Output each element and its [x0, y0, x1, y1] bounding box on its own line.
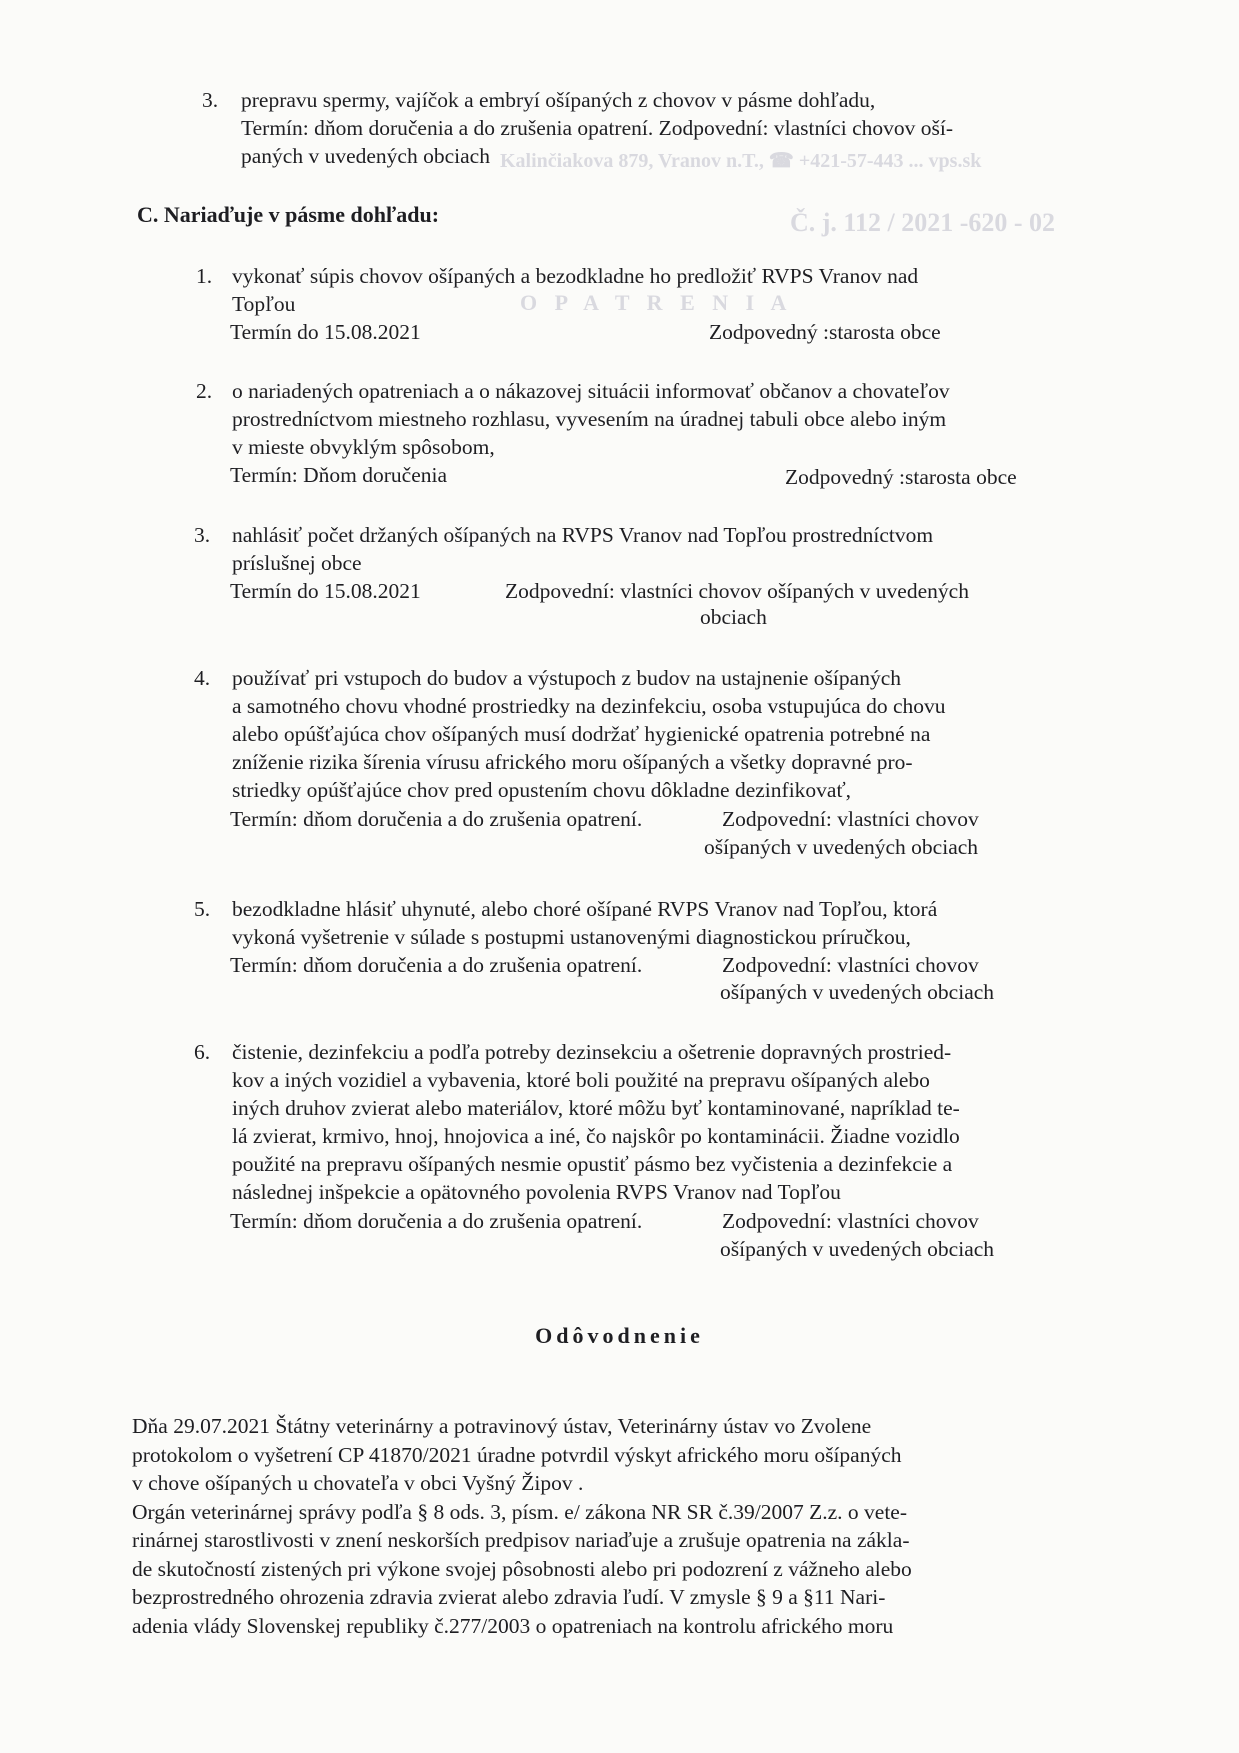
- list-item-text: o nariadených opatreniach a o nákazovej situácii informovať občanov a chovateľov prostredníctvom miestneho rozhlasu, vyvesením na úradnej tabuli obce alebo iným v mieste obvyklým spôsobom,: [232, 379, 950, 459]
- responsible-text: Zodpovední: vlastníci chovov: [722, 953, 979, 977]
- responsible-text: Zodpovední: vlastníci chovov: [722, 807, 979, 831]
- responsible-text: Zodpovední: vlastníci chovov: [722, 1209, 979, 1233]
- term-text: Termín do 15.08.2021: [230, 320, 421, 344]
- bleed-through-reference: Č. j. 112 / 2021 -620 - 02: [790, 208, 1056, 237]
- term-text: Termín: dňom doručenia a do zrušenia opatrení.: [230, 953, 643, 977]
- term-text: Termín: Dňom doručenia: [230, 463, 448, 487]
- term-text: Termín do 15.08.2021: [230, 579, 421, 603]
- responsible-text: ošípaných v uvedených obciach: [704, 835, 979, 859]
- list-item-text: čistenie, dezinfekciu a podľa potreby dezinsekciu a ošetrenie dopravných prostried- kov a iných vozidiel a vybavenia, ktoré boli použité na prepravu ošípaných alebo iných druhov zvierat alebo materiálov, ktoré môžu byť kontaminované, napríklad te- lá zvierat, krmivo, hnoj, hnojovica a iné, čo najskôr po kontaminácii. Žiadne vozidlo použité na prepravu ošípaných nesmie opustiť pásmo bez vyčistenia a dezinfekcie a následnej inšpekcie a opätovného povolenia RVPS Vranov nad Topľou: [232, 1040, 960, 1204]
- list-item-number: 2.: [196, 379, 213, 403]
- term-text: Termín: dňom doručenia a do zrušenia opatrení.: [230, 807, 643, 831]
- responsible-text: Zodpovední: vlastníci chovov ošípaných v uvedených: [505, 579, 969, 603]
- list-item-number: 5.: [194, 897, 211, 921]
- list-item-text: používať pri vstupoch do budov a výstupoch z budov na ustajnenie ošípaných a samotného chovu vhodné prostriedky na dezinfekciu, osoba vstupujúca do chovu alebo opúšťajúca chov ošípaných musí dodržať hygienické opatrenia potrebné na zníženie rizika šírenia vírusu afrického moru ošípaných a všetky dopravné pro- striedky opúšťajúce chov pred opustením chovu dôkladne dezinfikovať,: [232, 666, 946, 802]
- responsible-text: ošípaných v uvedených obciach: [720, 1237, 995, 1261]
- list-item-number: 3.: [202, 88, 219, 112]
- responsible-text: ošípaných v uvedených obciach: [720, 980, 995, 1004]
- term-text: Termín: dňom doručenia a do zrušenia opatrení.: [230, 1209, 643, 1233]
- responsible-text: Zodpovedný :starosta obce: [709, 320, 941, 344]
- list-item-text: vykonať súpis chovov ošípaných a bezodkladne ho predložiť RVPS Vranov nad Topľou: [232, 264, 919, 316]
- list-item-number: 1.: [196, 264, 213, 288]
- list-item-text: nahlásiť počet držaných ošípaných na RVPS Vranov nad Topľou prostredníctvom príslušnej obce: [232, 523, 934, 575]
- responsible-text: obciach: [700, 605, 767, 629]
- responsible-text: Zodpovedný :starosta obce: [785, 465, 1017, 489]
- bleed-through-title: O P A T R E N I A: [520, 290, 793, 315]
- list-item-number: 6.: [194, 1040, 211, 1064]
- list-item-number: 3.: [194, 523, 211, 547]
- bleed-through-address: Kalinčiakova 879, Vranov n.T., ☎ +421-57-443 ... vps.sk: [500, 150, 982, 172]
- list-item-number: 4.: [194, 666, 211, 690]
- section-heading: C. Nariaďuje v pásme dohľadu:: [137, 202, 440, 227]
- list-item-text: prepravu spermy, vajíčok a embryí ošípaných z chovov v pásme dohľadu, Termín: dňom doručenia a do zrušenia opatrení. Zodpovední: vlastníci chovov oší- paných v uvedených obciach: [241, 88, 953, 168]
- justification-text: Dňa 29.07.2021 Štátny veterinárny a potravinový ústav, Veterinárny ústav vo Zvolene protokolom o vyšetrení CP 41870/2021 úradne potvrdil výskyt afrického moru ošípaných v chove ošípaných u chovateľa v obci Vyšný Žipov . Orgán veterinárnej správy podľa § 8 ods. 3, písm. e/ zákona NR SR č.39/2007 Z.z. o vete- rinárnej starostlivosti v znení neskorších predpisov nariaďuje a zrušuje opatrenia na zákla- de skutočností zistených pri výkone svojej pôsobnosti alebo pri podozrení z vážneho alebo bezprostredného ohrozenia zdravia zvierat alebo zdravia ľudí. V zmysle § 9 a §11 Nari- adenia vlády Slovenskej republiky č.277/2003 o opatreniach na kontrolu afrického moru: [132, 1414, 912, 1638]
- justification-title: Odôvodnenie: [535, 1323, 704, 1348]
- list-item-text: bezodkladne hlásiť uhynuté, alebo choré ošípané RVPS Vranov nad Topľou, ktorá vykoná vyšetrenie v súlade s postupmi ustanovenými diagnostickou príručkou,: [232, 897, 938, 949]
